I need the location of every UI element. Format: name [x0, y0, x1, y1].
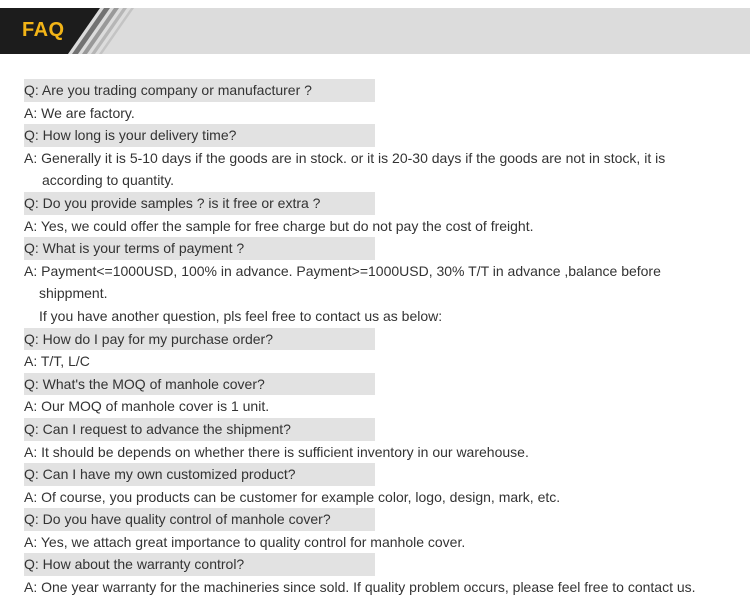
faq-question: Q: How about the warranty control?	[24, 553, 375, 576]
page-title: FAQ	[22, 19, 65, 41]
faq-answer: A: We are factory.	[24, 104, 135, 121]
faq-question: Q: How do I pay for my purchase order?	[24, 328, 375, 351]
faq-answer: A: Yes, we attach great importance to quality control for manhole cover.	[24, 533, 466, 550]
faq-question: Q: Are you trading company or manufacturer ?	[24, 79, 375, 102]
faq-answer: A: Payment<=1000USD, 100% in advance. Payment>=1000USD, 30% T/T in advance ,balance before	[24, 262, 661, 279]
faq-answer: A: Our MOQ of manhole cover is 1 unit.	[24, 398, 270, 415]
faq-answer: A: Generally it is 5-10 days if the goods are in stock. or it is 20-30 days if the goods are not in stock, it is	[24, 149, 666, 166]
faq-answer: A: Yes, we could offer the sample for free charge but do not pay the cost of freight.	[24, 217, 534, 234]
faq-question: Q: How long is your delivery time?	[24, 124, 375, 147]
faq-question: Q: Do you have quality control of manhole cover?	[24, 508, 375, 531]
faq-question: Q: What is your terms of payment ?	[24, 237, 375, 260]
faq-answer: A: One year warranty for the machineries since sold. If quality problem occurs, please feel free to contact us.	[24, 579, 696, 596]
faq-answer-continuation: according to quantity.	[42, 172, 175, 189]
faq-question: Q: Can I request to advance the shipment?	[24, 418, 375, 441]
faq-answer: A: It should be depends on whether there is sufficient inventory in our warehouse.	[24, 443, 529, 460]
faq-answer-continuation: If you have another question, pls feel free to contact us as below:	[39, 307, 443, 324]
faq-answer: A: T/T, L/C	[24, 353, 90, 370]
faq-question: Q: What's the MOQ of manhole cover?	[24, 373, 375, 396]
faq-header	[0, 8, 750, 54]
faq-answer: A: Of course, you products can be customer for example color, logo, design, mark, etc.	[24, 488, 561, 505]
faq-list	[24, 79, 734, 599]
faq-answer-continuation: shippment.	[39, 285, 108, 302]
faq-question: Q: Do you provide samples ? is it free or extra ?	[24, 192, 375, 215]
faq-question: Q: Can I have my own customized product?	[24, 463, 375, 486]
